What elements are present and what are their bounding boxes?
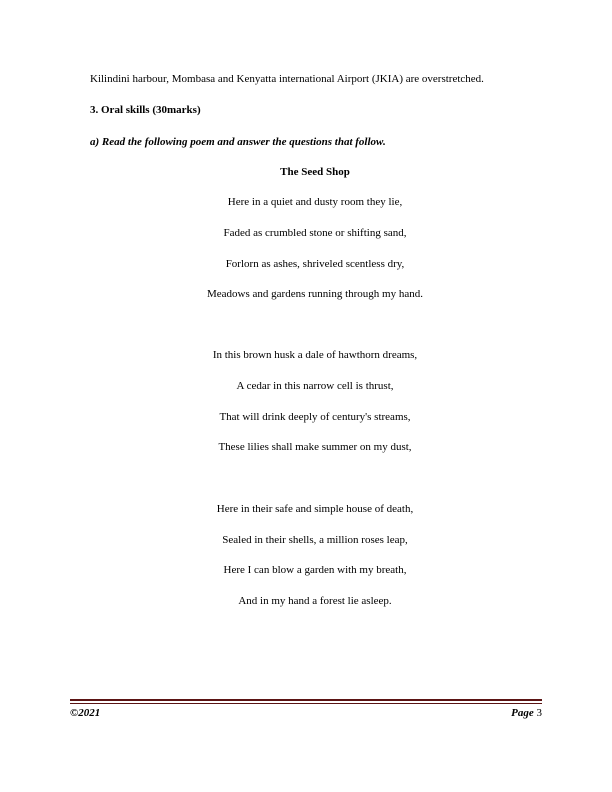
poem-line: In this brown husk a dale of hawthorn dreams, [212,349,418,361]
footer-rule-thin [70,703,542,704]
footer-page-label: Page [511,707,534,719]
poem-line: Faded as crumbled stone or shifting sand, [223,227,407,239]
intro-line: Kilindini harbour, Mombasa and Kenyatta international Airport (JKIA) are overstretched. [90,73,484,85]
poem-line: That will drink deeply of century's streams, [219,411,411,423]
footer-page-number: 3 [536,707,542,719]
section-heading: 3. Oral skills (30marks) [90,104,201,116]
footer-page-indicator [511,707,542,719]
footer-copyright: ©2021 [70,707,101,719]
poem-line: These lilies shall make summer on my dust, [218,441,412,453]
instruction-line: a) Read the following poem and answer the questions that follow. [90,136,386,148]
footer-rule-thick [70,699,542,701]
poem-line: Here in their safe and simple house of death, [216,503,414,515]
poem-title: The Seed Shop [280,166,350,178]
poem-line: Here in a quiet and dusty room they lie, [227,196,403,208]
poem-line: A cedar in this narrow cell is thrust, [236,380,394,392]
poem-line: And in my hand a forest lie asleep. [238,595,392,607]
poem-line: Here I can blow a garden with my breath, [223,564,407,576]
poem-line: Sealed in their shells, a million roses leap, [222,534,408,546]
poem-line: Forlorn as ashes, shriveled scentless dry, [225,258,405,270]
poem-line: Meadows and gardens running through my hand. [207,288,423,300]
